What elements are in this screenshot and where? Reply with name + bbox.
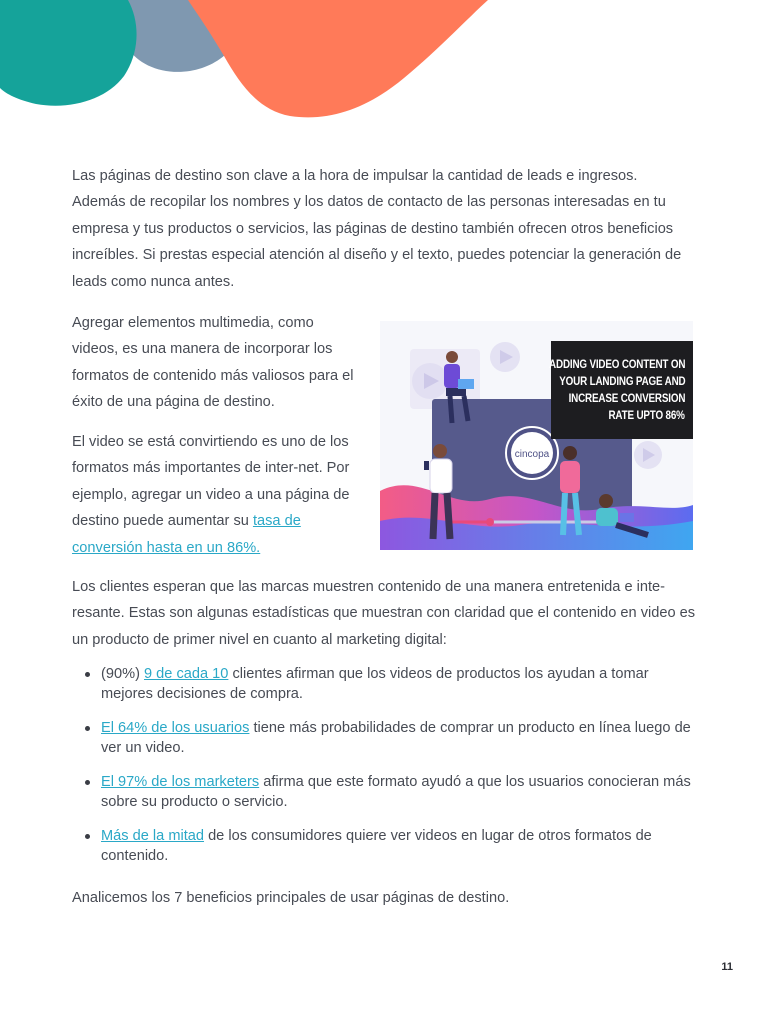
bullet-dot-icon — [85, 780, 90, 785]
stat-link-9-de-cada-10[interactable]: 9 de cada 10 — [143, 666, 229, 682]
bullet-text: clientes afirman que los videos de productos los ayudan a tomar mejores decisiones de compra. — [101, 666, 649, 702]
overlay-line-3: INCREASE CONVERSION — [568, 392, 685, 405]
conversion-rate-link[interactable]: tasa de conversión hasta en un 86%. — [72, 513, 301, 556]
cincopa-logo-text: cincopa — [514, 449, 550, 460]
overlay-line-4: RATE UPTO 86% — [608, 409, 685, 422]
person-pink-leg — [575, 493, 579, 535]
person-pink-body — [560, 461, 580, 493]
video-paragraph-text: El video se está convirtiendo es uno de los formatos más importantes de inter-net. Por ejemplo, agregar un video a una página de destino puede aumentar su — [72, 434, 350, 530]
stat-link-64-usuarios[interactable]: El 64% de los usuarios — [101, 720, 250, 736]
person-pink-leg — [563, 493, 565, 535]
intro-paragraph: Las páginas de destino son clave a la hora de impulsar la cantidad de leads e ingresos. Además de recopilar los nombres y los datos de contacto de las personas interesadas en tu empresa y tus productos o servicios, las páginas de destino también ofrecen otros beneficios increíbles. Si prestas especial atención al diseño y el texto, puedes potenciar la generación de leads como nunca antes. — [72, 168, 682, 290]
teal-blob — [0, 0, 137, 106]
orange-blob — [188, 0, 488, 117]
video-paragraph — [72, 429, 357, 561]
list-item — [72, 664, 697, 704]
list-item — [72, 826, 697, 866]
person-standing-head — [433, 444, 447, 458]
video-progress-knob — [486, 518, 494, 526]
bullet-dot-icon — [85, 672, 90, 677]
phone — [424, 461, 429, 470]
bullet-text: afirma que este formato ayudó a que los usuarios conocieran más sobre su producto o servicio. — [101, 774, 691, 810]
conversion-overlay-caption — [548, 341, 693, 439]
bullet-prefix: (90%) — [101, 666, 144, 682]
person-laptop-legs — [446, 388, 466, 396]
clients-paragraph: Los clientes esperan que las marcas muestren contenido de una manera entretenida e inte-resante. Estas son algunas estadísticas que muestran con claridad que el contenido en video es un producto de primer nivel en cuanto al marketing digital: — [72, 579, 696, 648]
bullet-dot-icon — [85, 726, 90, 731]
person-sitting-body — [596, 508, 618, 526]
person-laptop-head — [446, 351, 458, 363]
page-number: 11 — [721, 961, 733, 973]
list-item — [72, 772, 697, 812]
bullet-text: de los consumidores quiere ver videos en lugar de otros formatos de contenido. — [101, 828, 652, 864]
person-laptop-body — [444, 364, 460, 388]
video-landing-illustration — [380, 321, 693, 550]
bullet-text: tiene más probabilidades de comprar un producto en línea luego de ver un video. — [101, 720, 691, 756]
person-standing-body — [430, 459, 452, 493]
list-item — [72, 718, 697, 758]
person-standing-leg — [433, 493, 435, 539]
person-pink-head — [563, 446, 577, 460]
laptop — [458, 379, 474, 389]
stat-link-mas-de-la-mitad[interactable]: Más de la mitad — [101, 828, 205, 844]
person-laptop-leg — [450, 396, 452, 423]
bullet-dot-icon — [85, 834, 90, 839]
header-decoration — [0, 0, 762, 130]
sitting-laptop — [620, 513, 634, 522]
overlay-line-2: YOUR LANDING PAGE AND — [558, 375, 685, 388]
closing-paragraph: Analicemos los 7 beneficios principales de usar páginas de destino. — [72, 890, 510, 906]
overlay-line-1: ADDING VIDEO CONTENT ON — [548, 358, 685, 371]
statistics-list — [72, 664, 697, 880]
person-sitting-head — [599, 494, 613, 508]
person-standing-leg — [447, 493, 450, 539]
multimedia-paragraph: Agregar elementos multimedia, como videos, es una manera de incorporar los formatos de contenido más valiosos para el éxito de una página de destino. — [72, 315, 354, 411]
stat-link-97-marketers[interactable]: El 97% de los marketers — [101, 774, 260, 790]
